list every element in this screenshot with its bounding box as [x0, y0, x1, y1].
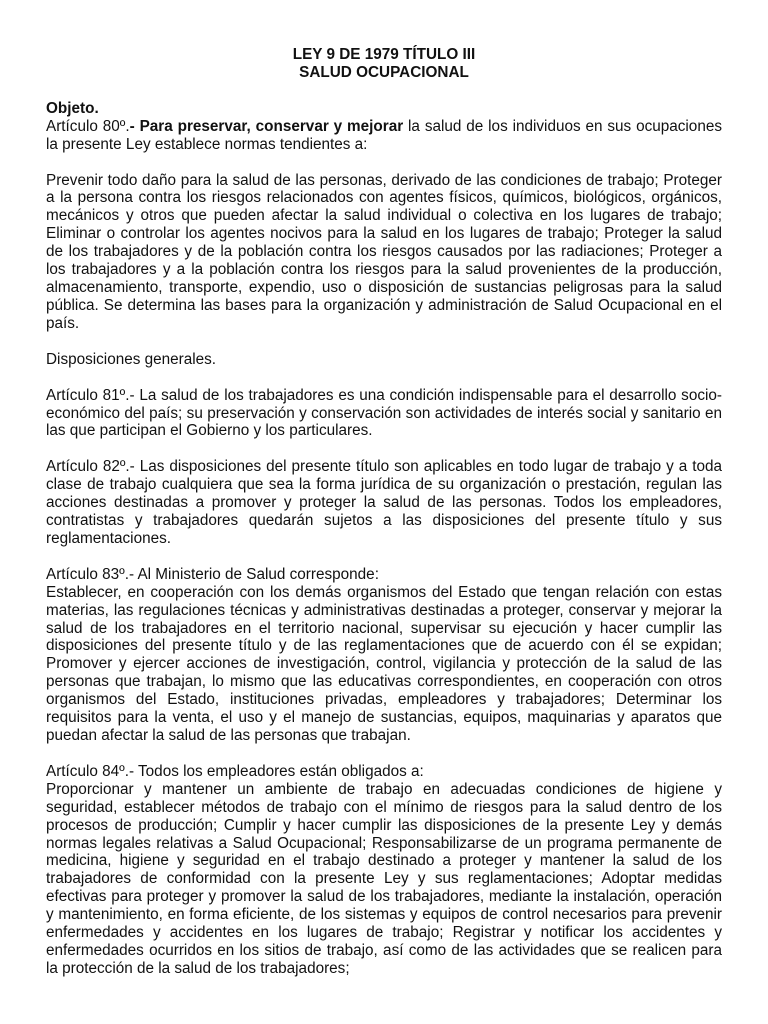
section-heading-objeto: Objeto. [46, 99, 99, 117]
article-80-text: la salud de los individuos en sus ocupaciones la presente Ley establece normas tendientes a: [46, 117, 722, 153]
article-81: Artículo 81º.- La salud de los trabajadores es una condición indispensable para el desarrollo socio-económico del país; su preservación y conservación son actividades de interés social y sanitario en las que participan el Gobierno y los particulares. [46, 386, 722, 440]
document-title [46, 46, 722, 82]
document-page [46, 46, 722, 996]
article-83-intro: Artículo 83º.- Al Ministerio de Salud corresponde: [46, 565, 379, 583]
article-80-label: Artículo 80º. [46, 117, 130, 135]
title-line-1: LEY 9 DE 1979 TÍTULO III [292, 46, 476, 63]
article-84-body: Proporcionar y mantener un ambiente de trabajo en adecuadas condiciones de higiene y seguridad, establecer métodos de trabajo con el mínimo de riesgos para la salud dentro de los procesos de producción; Cumplir y hacer cumplir las disposiciones de la presente Ley y demás normas legales relativas a Salud Ocupacional; Responsabilizarse de un programa permanente de medicina, higiene y seguridad en el trabajo destinado a proteger y mantener la salud de los trabajadores de conformidad con la presente Ley y sus reglamentaciones; Adoptar medidas efectivas para proteger y promover la salud de los trabajadores, mediante la instalación, operación y mantenimiento, en forma eficiente, de los sistemas y equipos de control necesarios para prevenir enfermedades y accidentes en los lugares de trabajo; Registrar y notificar los accidentes y enfermedades ocurridos en los sitios de trabajo, así como de las actividades que se realicen para la protección de la salud de los trabajadores; [46, 780, 722, 977]
section-heading-disposiciones: Disposiciones generales. [46, 350, 217, 368]
article-84-intro: Artículo 84º.- Todos los empleadores están obligados a: [46, 762, 424, 780]
article-83-body: Establecer, en cooperación con los demás organismos del Estado que tengan relación con estas materias, las regulaciones técnicas y administrativas destinadas a proteger, conservar y mejorar la salud de los trabajadores en el territorio nacional, supervisar su ejecución y hacer cumplir las disposiciones del presente título y de las reglamentaciones que de acuerdo con él se expidan; Promover y ejercer acciones de investigación, control, vigilancia y protección de la salud de las personas que trabajan, lo mismo que las educativas correspondientes, en cooperación con otros organismos del Estado, instituciones privadas, empleadores y trabajadores; Determinar los requisitos para la venta, el uso y el manejo de sustancias, equipos, maquinarias y aparatos que puedan afectar la salud de las personas que trabajan. [46, 583, 722, 744]
article-80 [46, 118, 722, 154]
article-80-bold-text: - Para preservar, conservar y mejorar [129, 117, 404, 135]
title-line-2: SALUD OCUPACIONAL [299, 63, 469, 81]
article-82: Artículo 82º.- Las disposiciones del presente título son aplicables en todo lugar de trabajo y a toda clase de trabajo cualquiera que sea la forma jurídica de su organización o prestación, regulan las acciones destinadas a promover y proteger la salud de las personas. Todos los empleadores, contratistas y trabajadores quedarán sujetos a las disposiciones del presente título y sus reglamentaciones. [46, 458, 722, 547]
objeto-paragraph: Prevenir todo daño para la salud de las personas, derivado de las condiciones de trabajo; Proteger a la persona contra los riesgos relacionados con agentes físicos, químicos, biológicos, orgánicos, mecánicos y otros que pueden afectar la salud individual o colectiva en los lugares de trabajo; Eliminar o controlar los agentes nocivos para la salud en los lugares de trabajo; Proteger la salud de los trabajadores y de la población contra los riesgos causados por las radiaciones; Proteger a los trabajadores y a la población contra los riesgos para la salud provenientes de la producción, almacenamiento, transporte, expendio, uso o disposición de sustancias peligrosas para la salud pública. Se determina las bases para la organización y administración de Salud Ocupacional en el país. [46, 171, 722, 332]
